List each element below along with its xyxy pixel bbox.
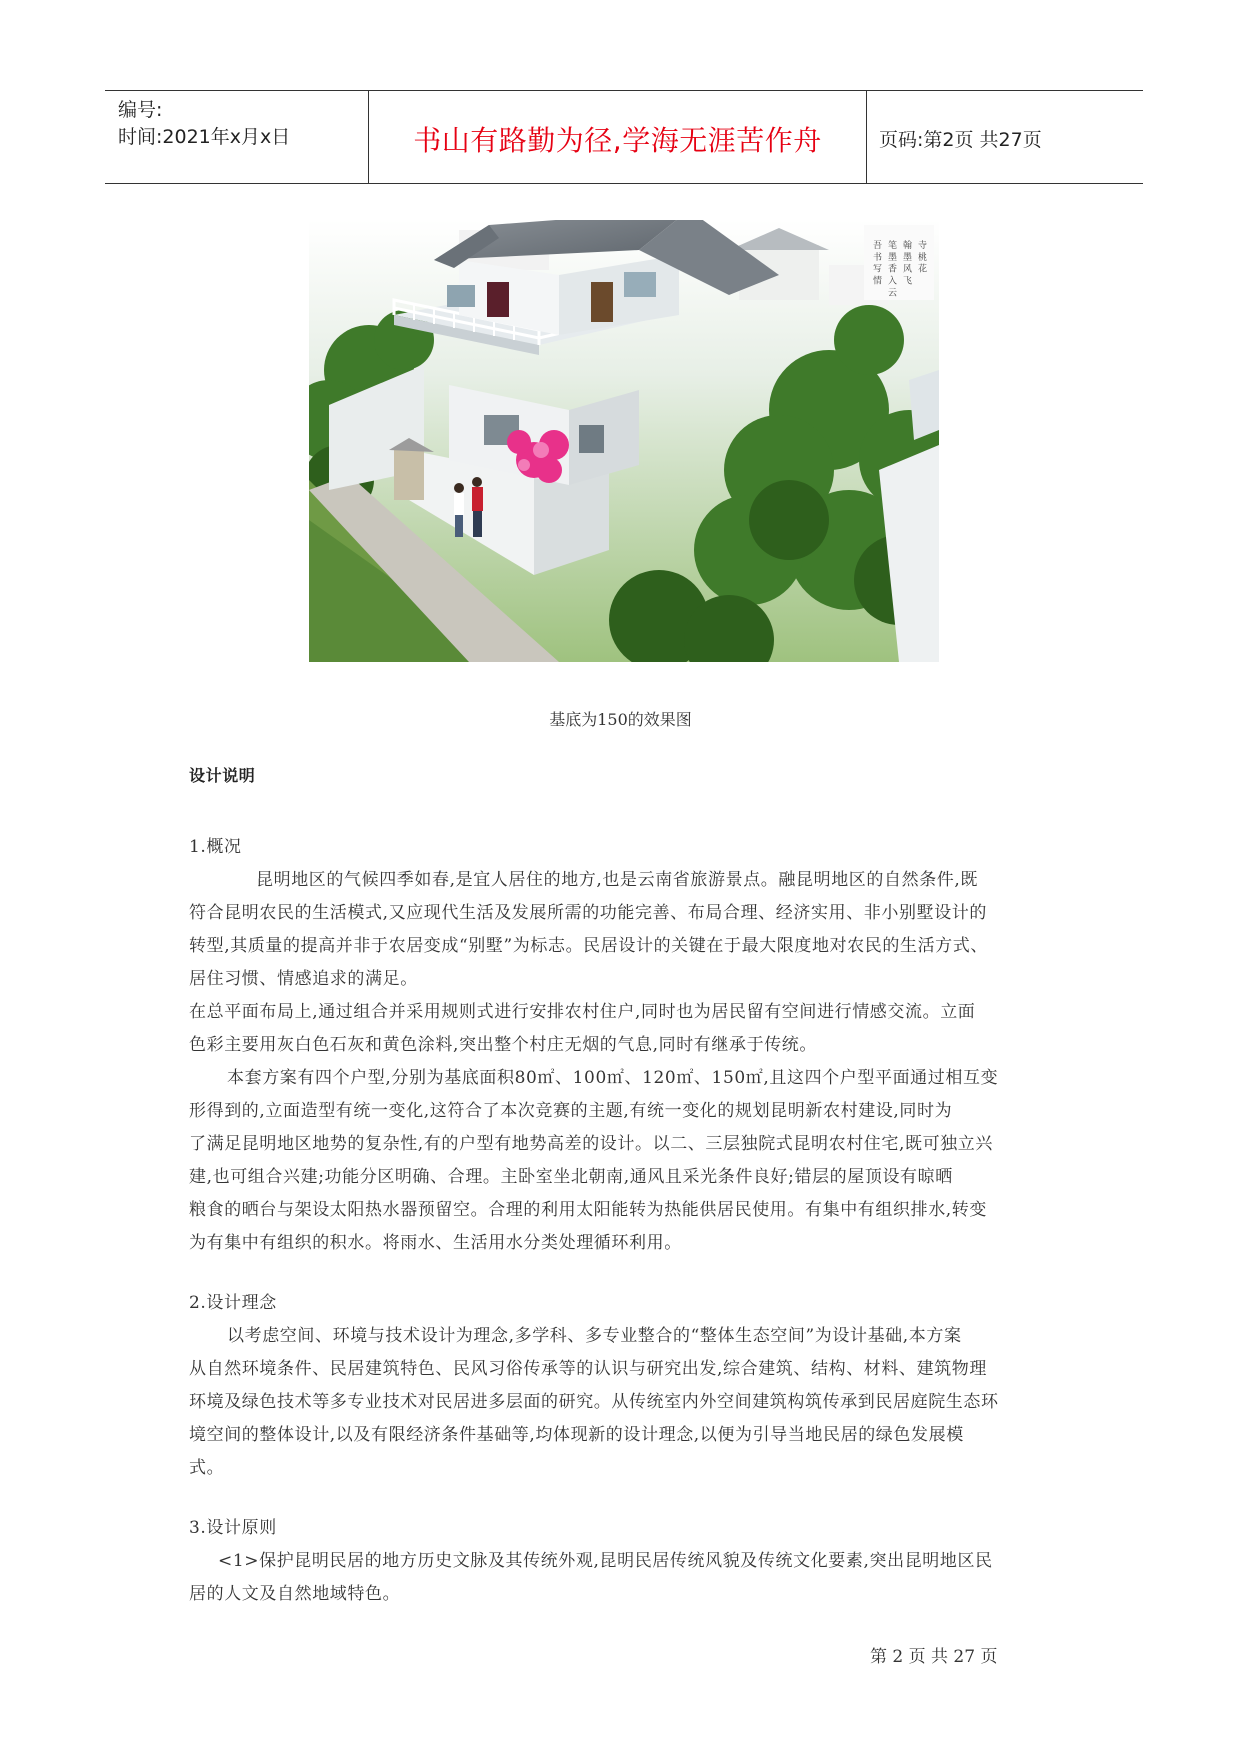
- s2-line: 从自然环境条件、民居建筑特色、民风习俗传承等的认识与研究出发,综合建筑、结构、材料、建筑物理: [189, 1359, 988, 1379]
- s3-line: 居的人文及自然地域特色。: [189, 1584, 401, 1604]
- s1-line: 色彩主要用灰白色石灰和黄色涂料,突出整个村庄无烟的气息,同时有继承于传统。: [189, 1035, 818, 1055]
- header-left-cell: [105, 91, 369, 183]
- s1-line: 形得到的,立面造型有统一变化,这符合了本次竞赛的主题,有统一变化的规划昆明新农村建设,同时为: [189, 1101, 953, 1121]
- s1-line: 了满足昆明地区地势的复杂性,有的户型有地势高差的设计。以二、三层独院式昆明农村住宅,既可独立兴: [189, 1134, 994, 1154]
- house-rendering-image: [309, 220, 939, 662]
- s1-heading: 1.概况: [189, 837, 242, 857]
- s1-line: 建,也可组合兴建;功能分区明确、合理。主卧室坐北朝南,通风且采光条件良好;错层的屋顶设有晾晒: [189, 1167, 953, 1187]
- s2-heading: 2.设计理念: [189, 1293, 277, 1313]
- s1-line: 粮食的晒台与架设太阳热水器预留空。合理的利用太阳能转为热能供居民使用。有集中有组织排水,转变: [189, 1200, 988, 1220]
- header-middle-cell: [369, 91, 867, 183]
- header-motto: 书山有路勤为径,学海无涯苦作舟: [413, 124, 822, 157]
- calligraphy-line-1: 寺 桃 花: [916, 240, 926, 273]
- header-right-cell: [867, 91, 1143, 183]
- s1-line: 符合昆明农民的生活模式,又应现代生活及发展所需的功能完善、布局合理、经济实用、非小别墅设计的: [189, 903, 988, 923]
- s1-line: 为有集中有组织的积水。将雨水、生活用水分类处理循环利用。: [189, 1233, 682, 1253]
- page-footer: 第 2 页 共 27 页: [870, 1647, 998, 1667]
- s3-heading: 3.设计原则: [189, 1518, 277, 1538]
- s2-line: 式。: [189, 1458, 225, 1478]
- calligraphy-line-3: 笔 墨 香 入 云: [886, 240, 896, 297]
- figure-caption: 基底为150的效果图: [549, 710, 692, 729]
- page-header: [105, 90, 1143, 184]
- s2-line: 境空间的整体设计,以及有限经济条件基础等,均体现新的设计理念,以便为引导当地民居的绿色发展模: [189, 1425, 964, 1445]
- s1-line: 本套方案有四个户型,分别为基底面积80㎡、100㎡、120㎡、150㎡,且这四个户型平面通过相互变: [227, 1068, 999, 1088]
- s1-line: 居住习惯、情感追求的满足。: [189, 969, 418, 989]
- calligraphy-line-2: 翰 墨 风 飞: [901, 240, 911, 285]
- section-title: 设计说明: [189, 766, 256, 785]
- s1-line: 在总平面布局上,通过组合并采用规则式进行安排农村住户,同时也为居民留有空间进行情感交流。立面: [189, 1002, 976, 1022]
- s2-line: 以考虑空间、环境与技术设计为理念,多学科、多专业整合的“整体生态空间”为设计基础,本方案: [227, 1326, 962, 1346]
- serial-label: 编号:: [118, 99, 163, 121]
- s1-line: 昆明地区的气候四季如春,是宜人居住的地方,也是云南省旅游景点。融昆明地区的自然条件,既: [256, 870, 979, 890]
- calligraphy-line-4: 吾 书 写 情: [871, 240, 881, 285]
- s1-line: 转型,其质量的提高并非于农居变成“别墅”为标志。民居设计的关键在于最大限度地对农民的生活方式、: [189, 936, 988, 956]
- time-label: 时间:2021年x月x日: [118, 126, 291, 148]
- header-page-label: 页码:第2页 共27页: [879, 129, 1042, 151]
- s2-line: 环境及绿色技术等多专业技术对民居进多层面的研究。从传统室内外空间建筑构筑传承到民居庭院生态环: [189, 1392, 999, 1412]
- s3-line: <1>保护昆明民居的地方历史文脉及其传统外观,昆明民居传统风貌及传统文化要素,突出昆明地区民: [218, 1551, 993, 1571]
